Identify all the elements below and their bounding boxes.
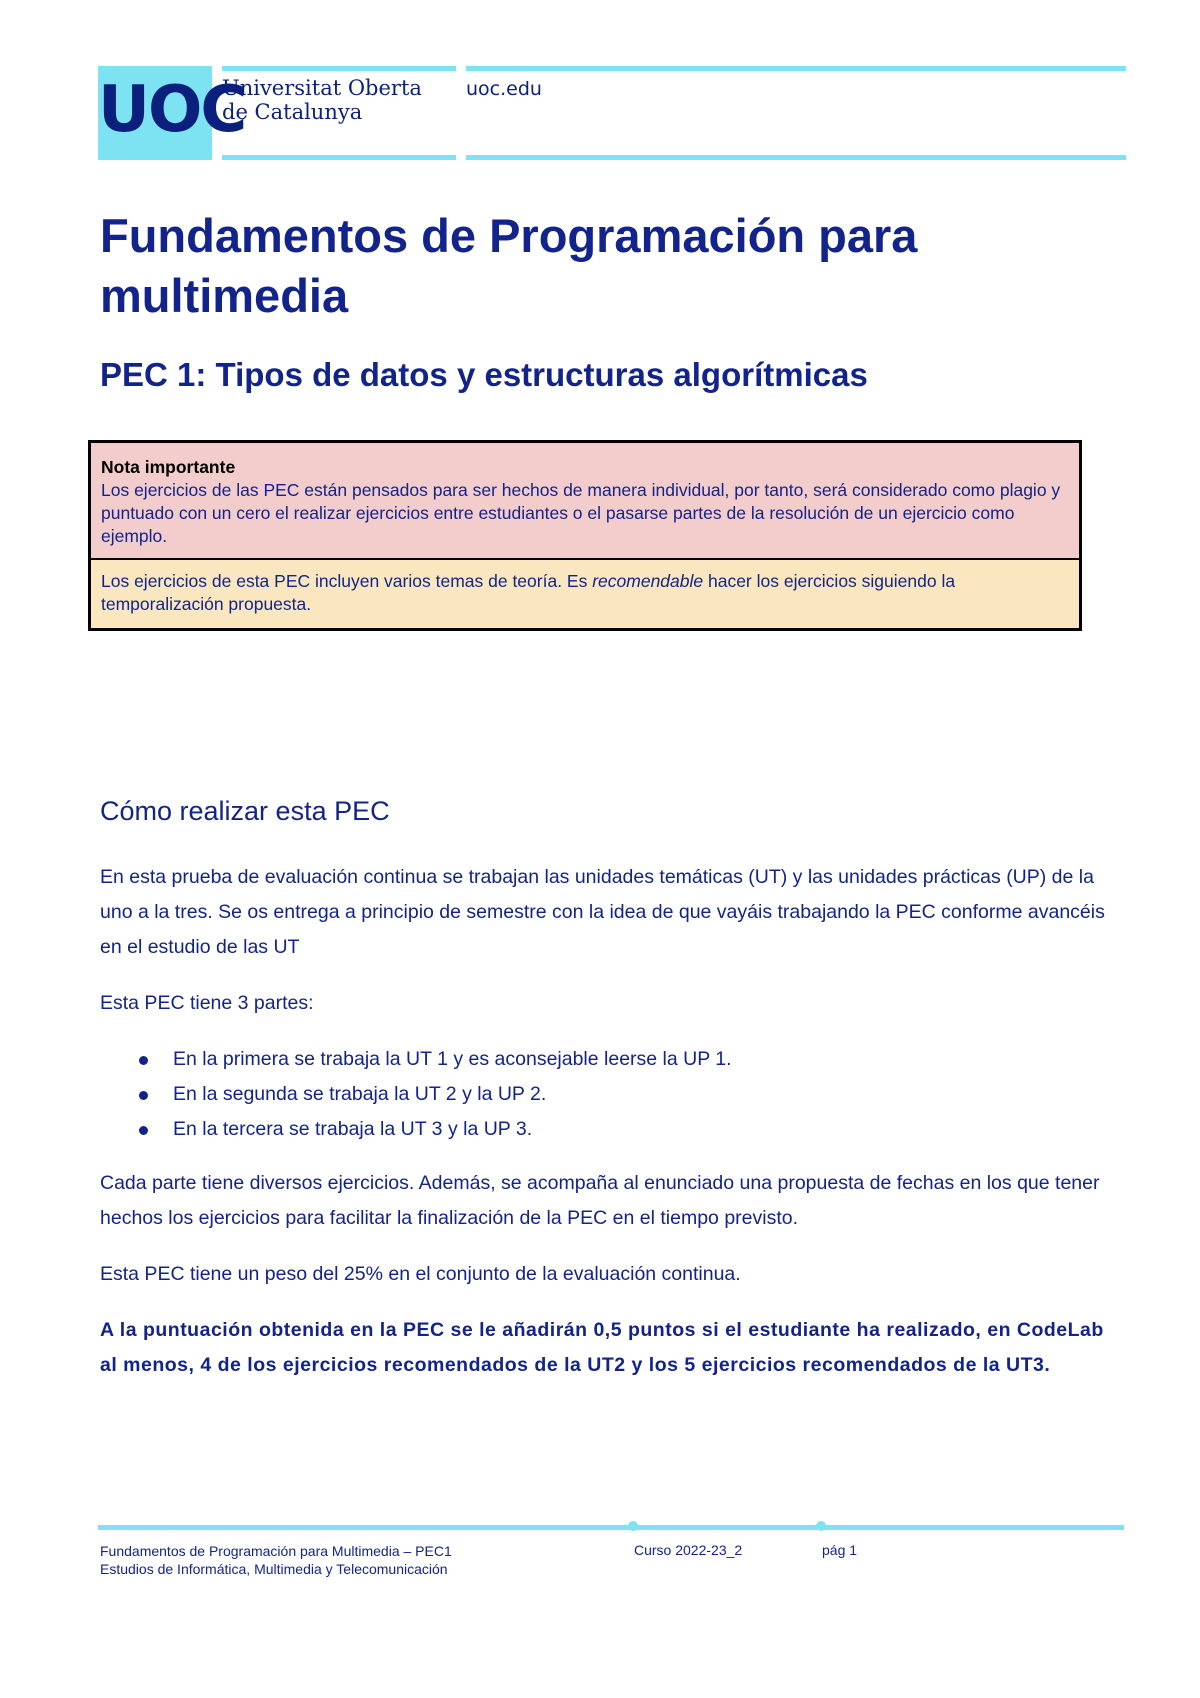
footer-rule-dot	[816, 1521, 826, 1531]
footer-info	[100, 1542, 452, 1578]
list-item-text: En la tercera se trabaja la UT 3 y la UP 3.	[173, 1118, 533, 1140]
exercises-paragraph: Cada parte tiene diversos ejercicios. Además, se acompaña al enunciado una propuesta de fechas en los que tener hechos los ejercicios para facilitar la finalización de la PEC en el tiempo previsto.	[100, 1172, 1100, 1229]
website-link[interactable]: uoc.edu	[466, 78, 542, 100]
university-name-line2: de Catalunya	[222, 100, 363, 124]
list-item	[100, 1112, 1110, 1147]
university-name	[222, 76, 422, 124]
important-note-warning	[91, 443, 1079, 560]
important-note-text: Los ejercicios de las PEC están pensados para ser hechos de manera individual, por tanto, será considerado como plagio y puntuado con un cero el realizar ejercicios entre estudiantes o el pasarse partes de la resolución de un ejercicio como ejemplo.	[101, 480, 1061, 546]
recommendation-text-before: Los ejercicios de esta PEC incluyen varios temas de teoría. Es	[101, 571, 593, 591]
list-item-text: En la primera se trabaja la UT 1 y es aconsejable leerse la UP 1.	[173, 1048, 732, 1070]
header-rule-bottom-right	[466, 155, 1126, 160]
weight-paragraph: Esta PEC tiene un peso del 25% en el conjunto de la evaluación continua.	[100, 1263, 741, 1285]
footer-course-name: Fundamentos de Programación para Multimedia – PEC1	[100, 1543, 452, 1559]
intro-paragraph: En esta prueba de evaluación continua se trabajan las unidades temáticas (UT) y las unidades prácticas (UP) de la uno a la tres. Se os entrega a principio de semestre con la idea de que vayáis trabajando la PEC conforme avancéis en el estudio de las UT	[100, 866, 1105, 958]
university-name-line1: Universitat Oberta	[222, 76, 422, 100]
recommendation-text-after: hacer los ejercicios siguiendo la temporalización propuesta.	[101, 571, 956, 614]
section-heading: Cómo realizar esta PEC	[100, 796, 390, 826]
bullet-icon	[139, 1091, 148, 1100]
document-subtitle: PEC 1: Tipos de datos y estructuras algorítmicas	[100, 356, 868, 393]
list-item	[100, 1077, 1110, 1112]
uoc-logo	[98, 66, 246, 160]
bullet-icon	[139, 1126, 148, 1135]
uoc-logo-mark: UOC	[98, 73, 246, 147]
bonus-paragraph: A la puntuación obtenida en la PEC se le añadirán 0,5 puntos si el estudiante ha realizado, en CodeLab al menos, 4 de los ejercicios recomendados de la UT2 y los 5 ejercicios recomendados de la UT3.	[100, 1319, 1104, 1376]
list-item	[100, 1042, 1110, 1077]
footer-course-term: Curso 2022-23_2	[634, 1542, 743, 1558]
footer-page-number: pág 1	[822, 1542, 858, 1558]
footer-rule	[98, 1525, 1124, 1530]
header-rule-bottom-left	[222, 155, 456, 160]
footer-studies: Estudios de Informática, Multimedia y Telecomunicación	[100, 1561, 448, 1577]
recommendation-emphasis: recomendable	[592, 571, 704, 591]
recommendation-note	[91, 560, 1079, 628]
list-item-text: En la segunda se trabaja la UT 2 y la UP 2.	[173, 1083, 547, 1105]
parts-intro: Esta PEC tiene 3 partes:	[100, 992, 314, 1014]
header-rule-top-left	[222, 66, 456, 71]
footer-rule-dot	[628, 1521, 638, 1531]
header-rule-top-right	[466, 66, 1126, 71]
important-note-heading: Nota importante	[101, 457, 236, 477]
document-title: Fundamentos de Programación para multimedia	[100, 209, 918, 322]
important-note-box	[88, 440, 1082, 631]
bullet-icon	[139, 1056, 148, 1065]
section-content	[100, 860, 1110, 1404]
parts-list	[100, 1042, 1110, 1147]
